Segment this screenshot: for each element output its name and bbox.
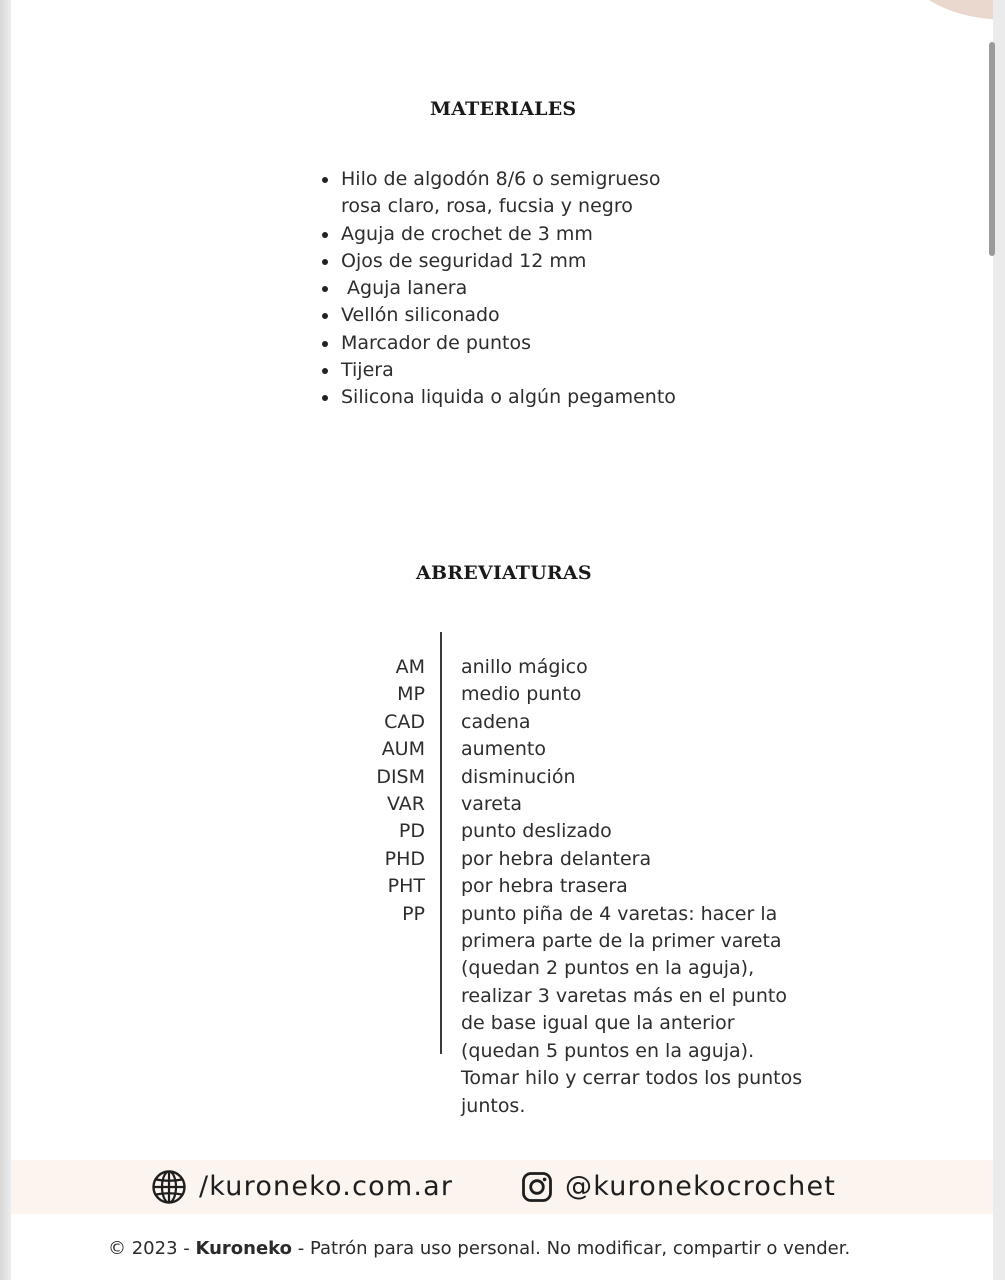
abbreviation-row <box>351 791 806 818</box>
instagram-icon <box>521 1171 553 1203</box>
instagram-link[interactable] <box>521 1169 836 1205</box>
abbreviations-table <box>351 654 806 1120</box>
material-text: Tijera <box>341 359 394 382</box>
abbreviation-row <box>351 709 806 736</box>
abbreviation-meaning: anillo mágico <box>461 656 588 678</box>
abbreviation-code: CAD <box>384 710 425 733</box>
bullet-icon <box>322 313 328 319</box>
scrollbar-thumb[interactable] <box>989 42 995 256</box>
material-text: Ojos de seguridad 12 mm <box>341 249 587 272</box>
list-item <box>319 221 741 248</box>
copyright-suffix: - Patrón para uso personal. No modificar, compartir o vender. <box>292 1238 851 1259</box>
abbreviation-meaning: por hebra trasera <box>461 875 628 898</box>
abbreviation-row <box>351 901 806 1120</box>
list-item <box>319 357 741 384</box>
abbreviation-code: PHD <box>384 847 425 870</box>
list-item <box>319 302 741 329</box>
website-link[interactable] <box>151 1169 453 1205</box>
instagram-handle: @kuronekocrochet <box>565 1171 837 1202</box>
abbreviation-code: AM <box>395 656 425 678</box>
copyright-notice <box>108 1238 850 1259</box>
abbreviation-meaning: disminución <box>461 765 576 788</box>
abbreviation-code: AUM <box>381 738 425 761</box>
abbreviation-code: DISM <box>376 765 425 788</box>
abbreviation-meaning: aumento <box>461 738 546 761</box>
abbreviation-row <box>351 818 806 845</box>
material-text: Vellón siliconado <box>341 304 500 327</box>
material-text: Aguja de crochet de 3 mm <box>341 222 593 245</box>
bullet-icon <box>322 177 328 183</box>
bullet-icon <box>322 395 328 401</box>
abbreviation-code: PHT <box>387 875 425 898</box>
abbreviation-meaning: punto piña de 4 varetas: hacer la primera parte de la primer vareta (quedan 2 puntos en la aguja), realizar 3 varetas más en el punto de base igual que la anterior (quedan 5 puntos en la aguja). Tomar hilo y cerrar todos los puntos juntos. <box>461 902 803 1117</box>
materials-heading: MATERIALES <box>430 98 577 120</box>
material-text: Silicona liquida o algún pegamento <box>341 386 676 409</box>
list-item <box>319 275 741 302</box>
list-item <box>319 248 741 275</box>
abbreviation-code: PD <box>398 820 425 843</box>
document-page <box>11 0 993 1280</box>
abbreviation-row <box>351 846 806 873</box>
abbreviations-heading: ABREVIATURAS <box>416 562 592 584</box>
abbreviation-code: PP <box>402 902 425 925</box>
material-text: Marcador de puntos <box>341 331 531 354</box>
list-item <box>319 330 741 357</box>
corner-decoration <box>909 0 993 20</box>
materials-list <box>319 166 741 412</box>
brand-name: Kuroneko <box>195 1238 293 1259</box>
material-text: Hilo de algodón 8/6 o semigrueso rosa claro, rosa, fucsia y negro <box>341 168 661 218</box>
abbreviation-meaning: cadena <box>461 710 531 733</box>
abbreviation-meaning: por hebra delantera <box>461 847 652 870</box>
abbreviation-code: VAR <box>387 793 425 816</box>
abbreviation-meaning: medio punto <box>461 683 582 706</box>
bullet-icon <box>322 341 328 347</box>
abbreviation-row <box>351 873 806 900</box>
material-text: Aguja lanera <box>341 277 468 300</box>
abbreviation-code: MP <box>397 683 425 706</box>
abbreviation-row <box>351 681 806 708</box>
page-left-shadow <box>0 0 11 1280</box>
abbreviation-meaning: vareta <box>461 793 523 816</box>
abbreviation-row <box>351 736 806 763</box>
abbreviation-meaning: punto deslizado <box>461 820 612 843</box>
website-text: /kuroneko.com.ar <box>199 1171 454 1202</box>
abbreviation-row <box>351 764 806 791</box>
abbreviation-row <box>351 654 806 681</box>
bullet-icon <box>322 232 328 238</box>
bullet-icon <box>322 286 328 292</box>
list-item <box>319 384 741 411</box>
globe-icon <box>151 1169 187 1205</box>
bullet-icon <box>322 368 328 374</box>
bullet-icon <box>322 259 328 265</box>
list-item <box>319 166 741 221</box>
copyright-prefix: © 2023 - <box>108 1238 196 1259</box>
